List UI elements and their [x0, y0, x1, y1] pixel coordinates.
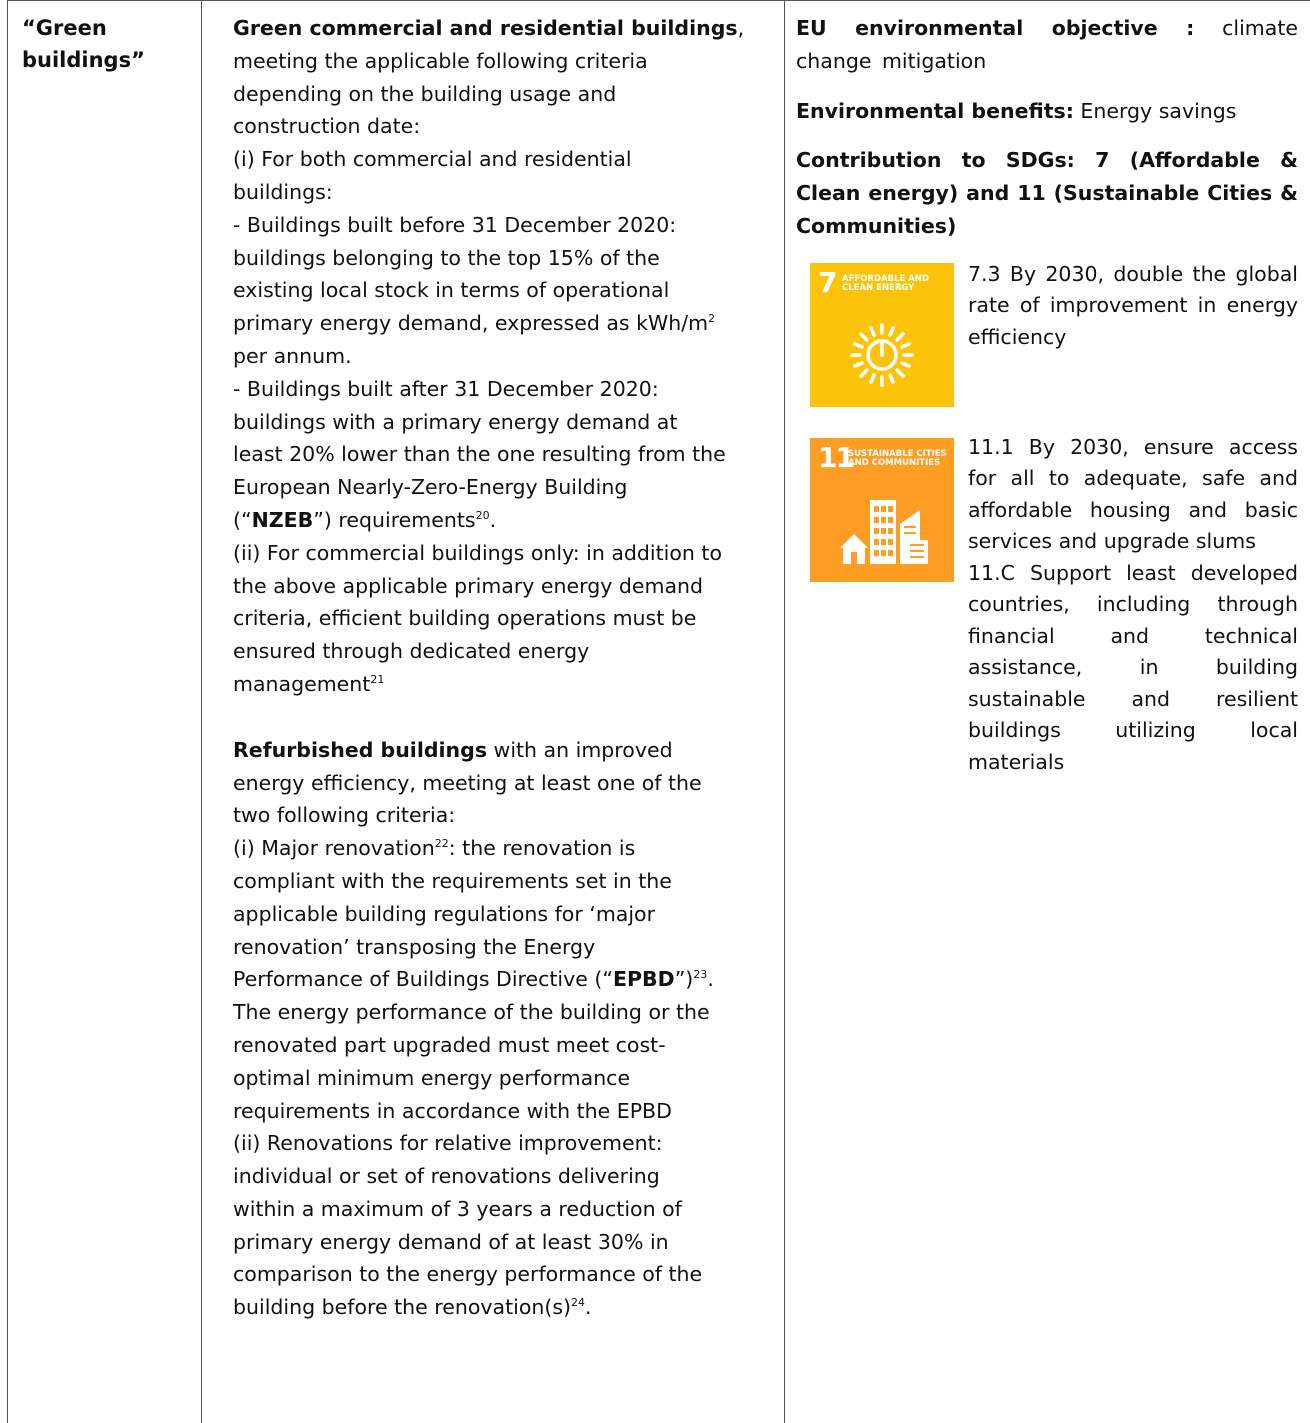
city-buildings-icon	[810, 438, 954, 582]
refurb-lines-c-line: within a maximum of 3 years a reduction of	[233, 1196, 682, 1221]
major-renovation-line	[233, 832, 773, 865]
sdg-7-title-2: CLEAN ENERGY	[842, 282, 915, 293]
nzeb-end: .	[489, 507, 497, 532]
green-buildings-title: Green commercial and residential buildings	[233, 16, 738, 40]
refurb-lines-line: energy efficiency, meeting at least one of the	[233, 770, 702, 795]
green-lines-line: buildings belonging to the top 15% of the	[233, 245, 660, 270]
eu-objective-label: EU environmental objective :	[796, 16, 1195, 40]
refurb-lines-b-line: renovation’ transposing the Energy	[233, 934, 596, 959]
management-text: management	[233, 671, 371, 696]
refurb-criteria-lines-c	[233, 996, 773, 1291]
sdg-11-target-c: 11.C Support least developed countries, including through financial and technical assistance, in building sustainable and resilient buildings utilizing local materials	[968, 560, 1298, 774]
refurb-title-tail: with an improved	[487, 737, 673, 762]
refurb-lines-b-line: compliant with the requirements set in the	[233, 868, 672, 893]
refurb-lines-c-line: requirements in accordance with the EPBD	[233, 1098, 672, 1123]
footnote-ref-24[interactable]: 24	[571, 1296, 586, 1310]
green-lines-b-line: least 20% lower than the one resulting from the	[233, 442, 726, 467]
kwh-line	[233, 307, 773, 340]
last-line-text: building before the renovation(s)	[233, 1295, 572, 1320]
column-divider-2	[784, 0, 785, 1423]
kwh-superscript: 2	[708, 312, 716, 326]
category-line-1: “Green	[22, 16, 107, 40]
green-lines-line: depending on the building usage and	[233, 81, 617, 106]
benefits-label: Environmental benefits:	[796, 98, 1074, 123]
category-line-2: buildings”	[22, 48, 145, 72]
refurb-lines-c-line: (ii) Renovations for relative improvement:	[233, 1131, 663, 1156]
refurb-lines-line: two following criteria:	[233, 803, 456, 828]
green-lines-line: - Buildings built before 31 December 2020:	[233, 212, 677, 237]
refurb-lines-c-line: optimal minimum energy performance	[233, 1065, 631, 1090]
green-lines-line: meeting the applicable following criteria	[233, 48, 648, 73]
footnote-ref-22[interactable]: 22	[434, 837, 449, 851]
green-lines-b-line: buildings with a primary energy demand at	[233, 409, 678, 434]
eu-objective	[796, 12, 1298, 78]
nzeb-line	[233, 504, 773, 537]
footnote-ref-23[interactable]: 23	[693, 968, 708, 982]
sdg-7-number: 7	[818, 265, 838, 299]
nzeb-close: ”) requirements	[313, 507, 476, 532]
sdg-11-target-text	[968, 432, 1298, 779]
green-lines-b-line: - Buildings built after 31 December 2020:	[233, 376, 659, 401]
sun-power-icon	[810, 263, 954, 407]
objectives-cell	[796, 12, 1298, 778]
nzeb-abbreviation: NZEB	[251, 507, 314, 532]
green-lines-c-line: the above applicable primary energy demand	[233, 573, 704, 598]
green-lines-c-line: criteria, efficient building operations must be	[233, 606, 697, 631]
major-renovation-text: (i) Major renovation	[233, 836, 435, 861]
benefits-value: Energy savings	[1073, 98, 1237, 123]
refurb-lines-b-line: applicable building regulations for ‘major	[233, 901, 656, 926]
sdg-11-target-1: 11.1 By 2030, ensure access for all to adequate, safe and affordable housing and basic services and upgrade slums	[968, 434, 1298, 554]
epbd-line	[233, 963, 773, 996]
table-border-left	[7, 0, 8, 1423]
green-lines-line: buildings:	[233, 179, 333, 204]
sdg-7-tile	[810, 263, 954, 407]
epbd-end: .	[707, 967, 714, 992]
green-lines-b-line: European Nearly-Zero-Energy Building	[233, 475, 628, 500]
environmental-benefits	[796, 95, 1298, 128]
sdg-11-title-1: SUSTAINABLE CITIES	[848, 448, 947, 459]
epbd-pre: Performance of Buildings Directive (“	[233, 967, 614, 992]
refurb-criteria-lines	[233, 767, 773, 833]
last-line-end: .	[585, 1295, 592, 1320]
epbd-close: ”)	[674, 967, 694, 992]
sdg-heading: Contribution to SDGs: 7 (Affordable & Clean energy) and 11 (Sustainable Cities & Communities)	[796, 148, 1298, 238]
green-criteria-lines-b	[233, 340, 773, 504]
nzeb-open: (“	[233, 507, 252, 532]
last-line	[233, 1291, 773, 1324]
column-divider-1	[201, 0, 202, 1423]
sdg-11-title-2: AND COMMUNITIES	[848, 457, 941, 468]
refurb-lines-c-line: comparison to the energy performance of the	[233, 1262, 703, 1287]
green-lines-c-line: (ii) For commercial buildings only: in addition to	[233, 540, 722, 565]
refurb-title-line	[233, 734, 773, 767]
green-criteria-lines-c	[233, 537, 773, 668]
sdg-11-number: 11	[818, 440, 853, 474]
management-line	[233, 668, 773, 701]
green-lines-line: existing local stock in terms of operational	[233, 278, 670, 303]
green-title-tail: ,	[737, 16, 745, 40]
sdg-7-target-text: 7.3 By 2030, double the global rate of improvement in energy efficiency	[968, 261, 1298, 349]
sdg-7-title-1: AFFORDABLE AND	[842, 273, 930, 284]
eu-objective-value: climate change mitigation	[796, 16, 1298, 73]
category-cell	[22, 12, 192, 76]
footnote-ref-21[interactable]: 21	[370, 673, 385, 687]
green-lines-line: (i) For both commercial and residential	[233, 147, 632, 172]
refurb-criteria-lines-b	[233, 865, 773, 963]
sdg-11-row	[796, 434, 1298, 779]
refurb-lines-c-line: primary energy demand of at least 30% in	[233, 1229, 669, 1254]
criteria-cell	[233, 12, 773, 1324]
table-top-border	[7, 0, 1310, 1]
green-title-line	[233, 12, 773, 45]
refurb-lines-c-line: The energy performance of the building or the	[233, 1000, 710, 1025]
refurb-lines-c-line: individual or set of renovations delivering	[233, 1164, 660, 1189]
green-criteria-lines	[233, 45, 773, 307]
sdg-7-row	[796, 263, 1298, 407]
major-renovation-tail: : the renovation is	[448, 836, 636, 861]
green-lines-c-line: ensured through dedicated energy	[233, 639, 590, 664]
refurb-lines-c-line: renovated part upgraded must meet cost-	[233, 1032, 666, 1057]
sdg-11-tile	[810, 438, 954, 582]
refurbished-buildings-title: Refurbished buildings	[233, 737, 488, 762]
epbd-abbreviation: EPBD	[613, 967, 675, 992]
kwh-text: primary energy demand, expressed as kWh/m	[233, 311, 709, 336]
footnote-ref-20[interactable]: 20	[475, 509, 490, 523]
green-lines-line: construction date:	[233, 114, 421, 139]
green-lines-b-line: per annum.	[233, 343, 352, 368]
